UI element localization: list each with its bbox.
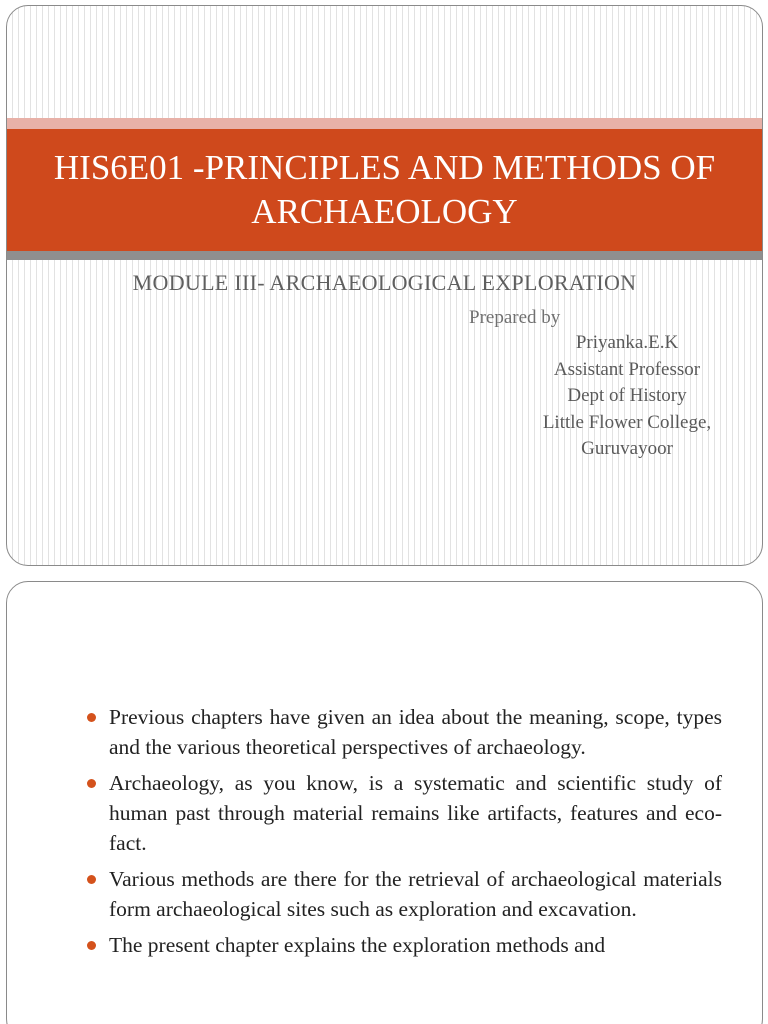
title-slide bbox=[6, 5, 763, 566]
list-item bbox=[87, 864, 722, 924]
bullet-icon bbox=[87, 779, 96, 788]
author-place: Guruvayoor bbox=[581, 438, 673, 459]
bullet-icon bbox=[87, 941, 96, 950]
author-name: Priyanka.E.K bbox=[575, 332, 679, 353]
list-item-text: Previous chapters have given an idea about the meaning, scope, types and the various theoretical perspectives of archaeology. bbox=[109, 705, 722, 759]
list-item-text: Archaeology, as you know, is a systematic and scientific study of human past through material remains like artifacts, features and eco-fact. bbox=[109, 771, 722, 855]
content-slide bbox=[6, 581, 763, 1024]
list-item bbox=[87, 768, 722, 858]
list-item bbox=[87, 930, 722, 960]
author-department: Dept of History bbox=[567, 385, 687, 406]
bullet-list bbox=[87, 702, 722, 966]
title-band-divider bbox=[7, 251, 762, 260]
list-item bbox=[87, 702, 722, 762]
title-band-accent bbox=[7, 118, 762, 129]
module-subtitle: MODULE III- ARCHAEOLOGICAL EXPLORATION bbox=[132, 270, 637, 295]
bullet-icon bbox=[87, 875, 96, 884]
list-item-text: Various methods are there for the retrieval of archaeological materials form archaeological sites such as exploration and excavation. bbox=[109, 867, 722, 921]
prepared-by-label: Prepared by bbox=[469, 307, 561, 328]
list-item-text: The present chapter explains the exploration methods and bbox=[109, 933, 606, 957]
bullet-icon bbox=[87, 713, 96, 722]
author-designation: Assistant Professor bbox=[553, 358, 701, 380]
author-college: Little Flower College, bbox=[542, 411, 712, 433]
slide-title: HIS6E01 -PRINCIPLES AND METHODS OF ARCHAEOLOGY bbox=[53, 148, 716, 231]
author-block bbox=[507, 330, 747, 463]
title-band bbox=[7, 129, 762, 251]
